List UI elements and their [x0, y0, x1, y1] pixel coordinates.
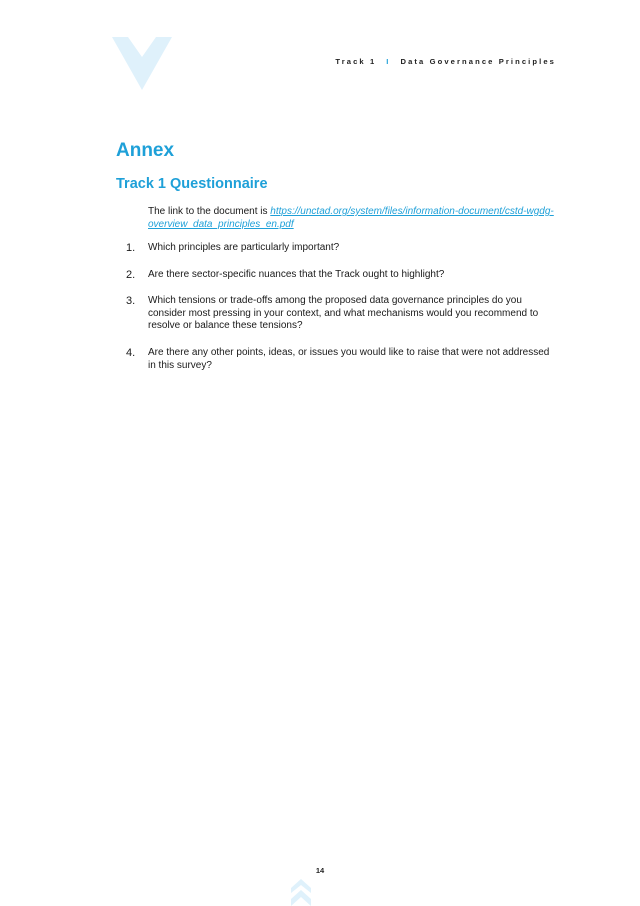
question-number: 2.: [126, 269, 136, 281]
question-item: [126, 295, 566, 333]
page-number: 14: [315, 866, 325, 875]
question-item: [126, 269, 566, 282]
annex-heading: Annex: [116, 140, 175, 161]
chevron-logo-icon: [110, 34, 174, 92]
question-text: Which principles are particularly important?: [148, 242, 340, 253]
question-number: 1.: [126, 242, 136, 254]
header-track-label: Track 1: [335, 57, 377, 66]
double-chevron-up-icon: [291, 879, 311, 906]
header-separator: I: [386, 57, 391, 66]
question-item: [126, 347, 566, 372]
document-link[interactable]: https://unctad.org/system/files/information-document/cstd-wgdg-overview_data_principles_en.pdf: [148, 206, 554, 230]
question-text: Which tensions or trade-offs among the proposed data governance principles do you consider most pressing in your context, and what mechanisms would you recommend to resolve or balance these tensions?: [148, 295, 539, 332]
intro-paragraph: [148, 206, 558, 231]
running-header: [335, 57, 556, 66]
question-item: [126, 242, 566, 255]
question-number: 4.: [126, 347, 136, 359]
header-section-title: Data Governance Principles: [400, 57, 556, 66]
question-text: Are there any other points, ideas, or issues you would like to raise that were not addressed in this survey?: [148, 347, 550, 371]
intro-text: The link to the document is: [148, 206, 271, 217]
question-text: Are there sector-specific nuances that the Track ought to highlight?: [148, 269, 445, 280]
questionnaire-heading: Track 1 Questionnaire: [116, 176, 268, 192]
question-number: 3.: [126, 295, 136, 307]
